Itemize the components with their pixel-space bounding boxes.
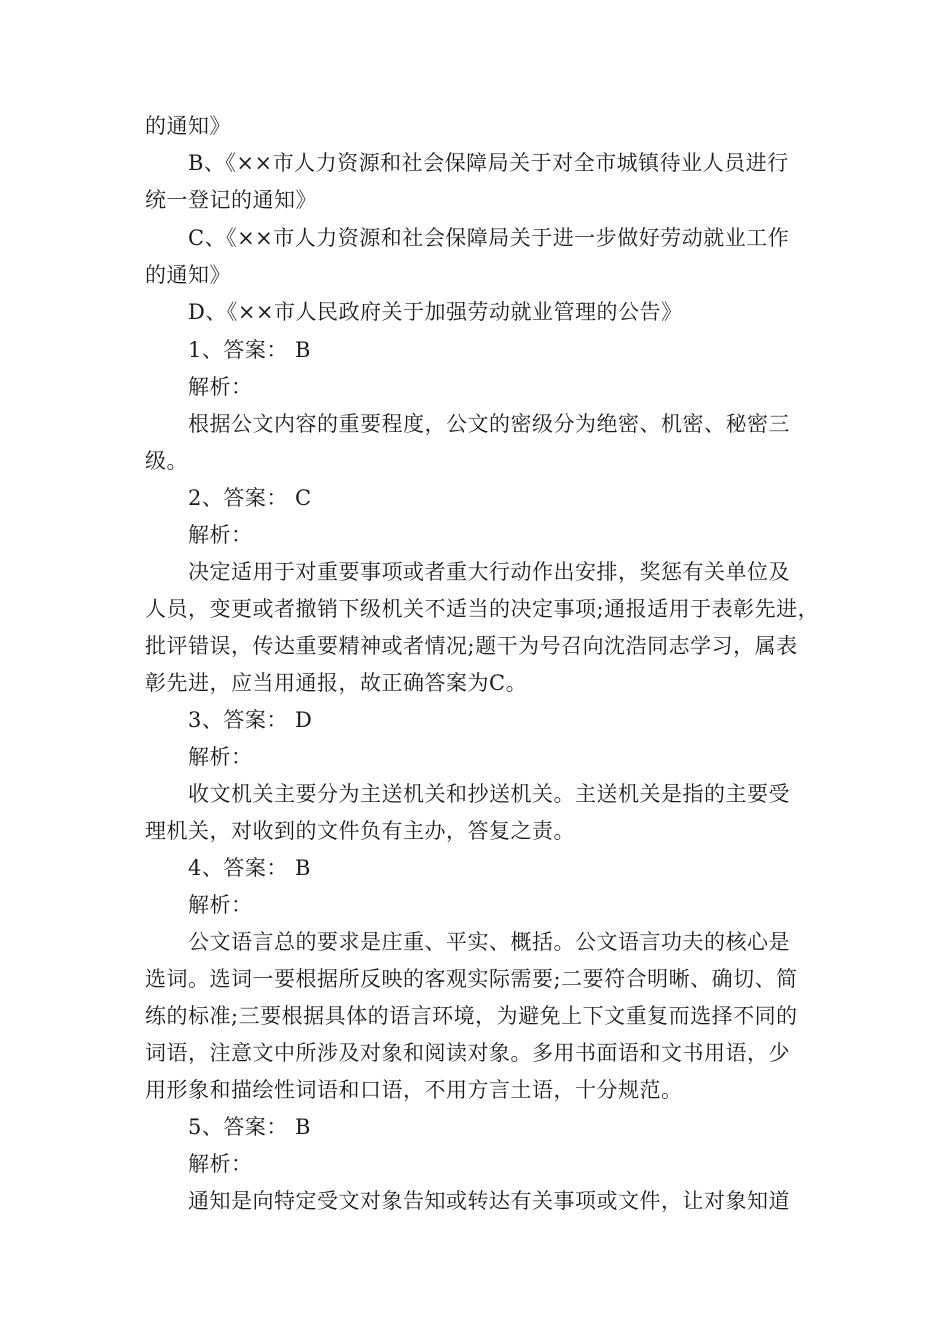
answer-3: 3、答案： D: [188, 708, 313, 732]
text-line: 的通知》: [145, 114, 231, 138]
option-c-line: C、《××市人力资源和社会保障局关于进一步做好劳动就业工作: [188, 226, 790, 250]
analysis-text: 人员，变更或者撤销下级机关不适当的决定事项;通报适用于表彰先进，: [145, 597, 820, 621]
analysis-text: 公文语言总的要求是庄重、平实、概括。公文语言功夫的核心是: [188, 930, 790, 954]
analysis-text: 练的标准;三要根据具体的语言环境，为避免上下文重复而选择不同的: [145, 1004, 798, 1028]
option-b-line: B、《××市人力资源和社会保障局关于对全市城镇待业人员进行: [188, 151, 789, 175]
analysis-label: 解析：: [188, 523, 253, 547]
text-line: 统一登记的通知》: [145, 188, 317, 212]
answer-5: 5、答案： B: [188, 1115, 311, 1139]
answer-1: 1、答案： B: [188, 338, 311, 362]
analysis-label: 解析：: [188, 745, 253, 769]
analysis-label: 解析：: [188, 1152, 253, 1176]
text-line: 的通知》: [145, 263, 231, 287]
analysis-text: 用形象和描绘性词语和口语，不用方言土语，十分规范。: [145, 1078, 683, 1102]
analysis-text: 词语，注意文中所涉及对象和阅读对象。多用书面语和文书用语，少: [145, 1041, 790, 1065]
analysis-text: 收文机关主要分为主送机关和抄送机关。主送机关是指的主要受: [188, 782, 790, 806]
answer-2: 2、答案： C: [188, 486, 312, 510]
analysis-text: 彰先进，应当用通报，故正确答案为C。: [145, 671, 528, 695]
analysis-text: 理机关，对收到的文件负有主办，答复之责。: [145, 819, 575, 843]
analysis-text: 级。: [145, 449, 188, 473]
option-d-line: D、《××市人民政府关于加强劳动就业管理的公告》: [188, 300, 683, 324]
answer-4: 4、答案： B: [188, 856, 311, 880]
analysis-label: 解析：: [188, 375, 253, 399]
analysis-text: 通知是向特定受文对象告知或转达有关事项或文件，让对象知道: [188, 1189, 790, 1213]
analysis-text: 批评错误，传达重要精神或者情况;题干为号召向沈浩同志学习，属表: [145, 634, 798, 658]
analysis-text: 选词。选词一要根据所反映的客观实际需要;二要符合明晰、确切、简: [145, 967, 798, 991]
analysis-text: 根据公文内容的重要程度，公文的密级分为绝密、机密、秘密三: [188, 412, 790, 436]
analysis-text: 决定适用于对重要事项或者重大行动作出安排，奖惩有关单位及: [188, 560, 790, 584]
analysis-label: 解析：: [188, 893, 253, 917]
